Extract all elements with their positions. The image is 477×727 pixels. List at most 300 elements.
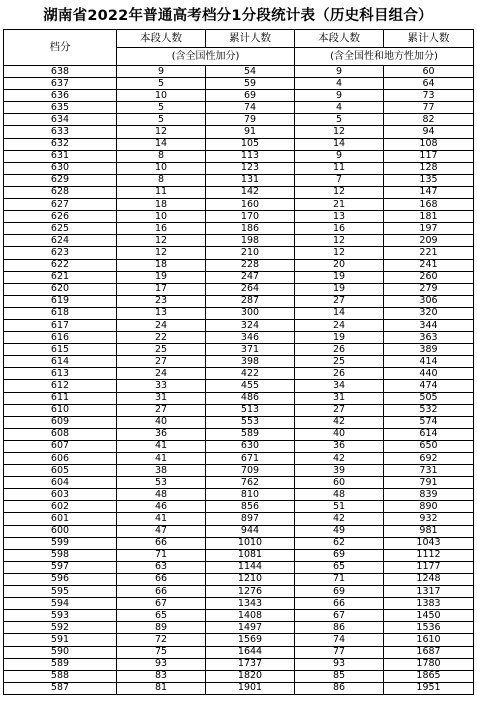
cell-cum-a: 160 xyxy=(206,199,295,211)
cell-cum-b: 64 xyxy=(384,78,474,90)
cell-cum-a: 671 xyxy=(206,453,295,465)
cell-score: 635 xyxy=(4,102,117,114)
cell-cum-a: 1144 xyxy=(206,561,295,573)
table-row xyxy=(4,392,474,404)
cell-count-b: 5 xyxy=(295,114,384,126)
cell-count-b: 42 xyxy=(295,453,384,465)
cell-cum-a: 131 xyxy=(206,174,295,186)
cell-cum-b: 532 xyxy=(384,404,474,416)
cell-score: 630 xyxy=(4,162,117,174)
cell-count-b: 12 xyxy=(295,126,384,138)
cell-score: 634 xyxy=(4,114,117,126)
cell-count-a: 14 xyxy=(117,138,206,150)
header-cum-a: 累计人数 xyxy=(206,30,295,48)
cell-count-b: 62 xyxy=(295,537,384,549)
table-row xyxy=(4,416,474,428)
cell-score: 609 xyxy=(4,416,117,428)
cell-score: 611 xyxy=(4,392,117,404)
cell-cum-b: 221 xyxy=(384,247,474,259)
cell-score: 599 xyxy=(4,537,117,549)
cell-count-a: 93 xyxy=(117,658,206,670)
table-row xyxy=(4,271,474,283)
cell-count-a: 66 xyxy=(117,586,206,598)
table-row xyxy=(4,259,474,271)
cell-count-b: 42 xyxy=(295,416,384,428)
cell-score: 604 xyxy=(4,477,117,489)
cell-cum-b: 363 xyxy=(384,332,474,344)
cell-score: 589 xyxy=(4,658,117,670)
cell-score: 633 xyxy=(4,126,117,138)
score-table xyxy=(3,29,474,695)
cell-cum-b: 1536 xyxy=(384,622,474,634)
cell-count-a: 12 xyxy=(117,126,206,138)
cell-count-a: 5 xyxy=(117,102,206,114)
cell-count-a: 36 xyxy=(117,428,206,440)
cell-score: 618 xyxy=(4,307,117,319)
cell-score: 601 xyxy=(4,513,117,525)
cell-cum-b: 474 xyxy=(384,380,474,392)
cell-cum-b: 1610 xyxy=(384,634,474,646)
table-row xyxy=(4,622,474,634)
cell-cum-a: 59 xyxy=(206,78,295,90)
table-row xyxy=(4,283,474,295)
cell-score: 624 xyxy=(4,235,117,247)
cell-cum-b: 932 xyxy=(384,513,474,525)
table-row xyxy=(4,223,474,235)
cell-score: 590 xyxy=(4,646,117,658)
cell-count-b: 14 xyxy=(295,307,384,319)
cell-count-b: 12 xyxy=(295,186,384,198)
table-row xyxy=(4,319,474,331)
cell-count-b: 77 xyxy=(295,646,384,658)
table-row xyxy=(4,549,474,561)
cell-cum-a: 264 xyxy=(206,283,295,295)
cell-cum-a: 422 xyxy=(206,368,295,380)
cell-count-a: 27 xyxy=(117,356,206,368)
header-note-a: (含全国性加分) xyxy=(117,48,295,66)
cell-cum-a: 762 xyxy=(206,477,295,489)
cell-count-a: 9 xyxy=(117,66,206,78)
cell-count-b: 24 xyxy=(295,319,384,331)
cell-cum-b: 60 xyxy=(384,66,474,78)
table-row xyxy=(4,150,474,162)
cell-count-a: 11 xyxy=(117,186,206,198)
table-row xyxy=(4,561,474,573)
cell-cum-a: 91 xyxy=(206,126,295,138)
cell-cum-a: 1408 xyxy=(206,610,295,622)
table-row xyxy=(4,634,474,646)
table-row xyxy=(4,453,474,465)
cell-cum-b: 241 xyxy=(384,259,474,271)
cell-score: 591 xyxy=(4,634,117,646)
cell-count-b: 21 xyxy=(295,199,384,211)
table-row xyxy=(4,573,474,585)
cell-cum-b: 440 xyxy=(384,368,474,380)
cell-cum-b: 1317 xyxy=(384,586,474,598)
cell-score: 587 xyxy=(4,682,117,694)
table-row xyxy=(4,404,474,416)
table-body xyxy=(4,66,474,695)
table-header xyxy=(4,30,474,66)
cell-count-b: 48 xyxy=(295,489,384,501)
cell-score: 638 xyxy=(4,66,117,78)
cell-score: 617 xyxy=(4,319,117,331)
cell-cum-b: 574 xyxy=(384,416,474,428)
cell-cum-a: 897 xyxy=(206,513,295,525)
cell-cum-b: 147 xyxy=(384,186,474,198)
cell-score: 621 xyxy=(4,271,117,283)
cell-score: 608 xyxy=(4,428,117,440)
cell-cum-b: 1177 xyxy=(384,561,474,573)
cell-cum-a: 486 xyxy=(206,392,295,404)
cell-cum-a: 69 xyxy=(206,90,295,102)
table-row xyxy=(4,307,474,319)
cell-count-a: 10 xyxy=(117,90,206,102)
table-row xyxy=(4,670,474,682)
cell-cum-b: 650 xyxy=(384,440,474,452)
cell-cum-b: 1383 xyxy=(384,598,474,610)
cell-score: 594 xyxy=(4,598,117,610)
cell-score: 610 xyxy=(4,404,117,416)
cell-count-b: 16 xyxy=(295,223,384,235)
table-row xyxy=(4,489,474,501)
cell-score: 631 xyxy=(4,150,117,162)
cell-cum-b: 981 xyxy=(384,525,474,537)
cell-count-a: 16 xyxy=(117,223,206,235)
cell-cum-b: 128 xyxy=(384,162,474,174)
cell-cum-a: 455 xyxy=(206,380,295,392)
cell-count-b: 14 xyxy=(295,138,384,150)
cell-score: 606 xyxy=(4,453,117,465)
cell-count-a: 41 xyxy=(117,513,206,525)
cell-cum-b: 108 xyxy=(384,138,474,150)
cell-cum-b: 1951 xyxy=(384,682,474,694)
cell-cum-b: 135 xyxy=(384,174,474,186)
cell-score: 637 xyxy=(4,78,117,90)
cell-cum-a: 74 xyxy=(206,102,295,114)
cell-score: 602 xyxy=(4,501,117,513)
table-row xyxy=(4,428,474,440)
cell-count-b: 93 xyxy=(295,658,384,670)
cell-count-a: 48 xyxy=(117,489,206,501)
cell-count-a: 31 xyxy=(117,392,206,404)
cell-cum-a: 287 xyxy=(206,295,295,307)
table-row xyxy=(4,610,474,622)
cell-cum-b: 77 xyxy=(384,102,474,114)
cell-cum-b: 505 xyxy=(384,392,474,404)
cell-score: 615 xyxy=(4,344,117,356)
cell-cum-b: 839 xyxy=(384,489,474,501)
cell-cum-b: 1865 xyxy=(384,670,474,682)
cell-score: 620 xyxy=(4,283,117,295)
cell-count-b: 85 xyxy=(295,670,384,682)
cell-cum-a: 1210 xyxy=(206,573,295,585)
cell-count-b: 27 xyxy=(295,295,384,307)
cell-cum-a: 113 xyxy=(206,150,295,162)
cell-score: 613 xyxy=(4,368,117,380)
cell-cum-a: 324 xyxy=(206,319,295,331)
cell-cum-a: 105 xyxy=(206,138,295,150)
cell-count-b: 19 xyxy=(295,271,384,283)
cell-score: 588 xyxy=(4,670,117,682)
cell-count-a: 24 xyxy=(117,368,206,380)
cell-cum-b: 82 xyxy=(384,114,474,126)
cell-count-a: 63 xyxy=(117,561,206,573)
table-row xyxy=(4,586,474,598)
cell-cum-b: 791 xyxy=(384,477,474,489)
cell-score: 612 xyxy=(4,380,117,392)
cell-count-b: 40 xyxy=(295,428,384,440)
cell-count-b: 4 xyxy=(295,102,384,114)
cell-score: 596 xyxy=(4,573,117,585)
cell-cum-b: 73 xyxy=(384,90,474,102)
cell-score: 605 xyxy=(4,465,117,477)
cell-count-b: 69 xyxy=(295,549,384,561)
cell-count-a: 10 xyxy=(117,211,206,223)
cell-cum-b: 414 xyxy=(384,356,474,368)
cell-score: 622 xyxy=(4,259,117,271)
cell-count-b: 11 xyxy=(295,162,384,174)
cell-count-b: 13 xyxy=(295,211,384,223)
cell-count-b: 25 xyxy=(295,356,384,368)
table-row xyxy=(4,235,474,247)
cell-count-a: 41 xyxy=(117,453,206,465)
cell-score: 593 xyxy=(4,610,117,622)
cell-score: 614 xyxy=(4,356,117,368)
cell-count-b: 67 xyxy=(295,610,384,622)
cell-count-b: 39 xyxy=(295,465,384,477)
cell-cum-b: 1450 xyxy=(384,610,474,622)
cell-count-a: 8 xyxy=(117,174,206,186)
cell-count-b: 9 xyxy=(295,90,384,102)
cell-cum-a: 186 xyxy=(206,223,295,235)
cell-count-a: 12 xyxy=(117,247,206,259)
cell-count-b: 66 xyxy=(295,598,384,610)
cell-count-b: 27 xyxy=(295,404,384,416)
cell-count-a: 83 xyxy=(117,670,206,682)
cell-count-a: 38 xyxy=(117,465,206,477)
table-row xyxy=(4,295,474,307)
cell-count-a: 75 xyxy=(117,646,206,658)
cell-count-a: 23 xyxy=(117,295,206,307)
cell-count-b: 26 xyxy=(295,344,384,356)
cell-score: 632 xyxy=(4,138,117,150)
cell-count-a: 13 xyxy=(117,307,206,319)
table-row xyxy=(4,138,474,150)
header-cum-b: 累计人数 xyxy=(384,30,474,48)
cell-count-b: 69 xyxy=(295,586,384,598)
cell-cum-a: 210 xyxy=(206,247,295,259)
table-row xyxy=(4,211,474,223)
cell-cum-a: 398 xyxy=(206,356,295,368)
cell-cum-a: 810 xyxy=(206,489,295,501)
cell-count-a: 66 xyxy=(117,573,206,585)
cell-count-b: 19 xyxy=(295,283,384,295)
cell-count-b: 20 xyxy=(295,259,384,271)
header-count-a: 本段人数 xyxy=(117,30,206,48)
cell-score: 597 xyxy=(4,561,117,573)
header-row xyxy=(4,30,474,48)
cell-score: 636 xyxy=(4,90,117,102)
table-row xyxy=(4,114,474,126)
cell-count-b: 7 xyxy=(295,174,384,186)
cell-count-a: 33 xyxy=(117,380,206,392)
cell-score: 592 xyxy=(4,622,117,634)
cell-cum-a: 228 xyxy=(206,259,295,271)
cell-cum-a: 142 xyxy=(206,186,295,198)
cell-cum-a: 123 xyxy=(206,162,295,174)
cell-cum-a: 54 xyxy=(206,66,295,78)
cell-count-b: 86 xyxy=(295,622,384,634)
table-row xyxy=(4,162,474,174)
cell-count-a: 5 xyxy=(117,78,206,90)
cell-count-a: 12 xyxy=(117,235,206,247)
cell-cum-b: 209 xyxy=(384,235,474,247)
score-table-sheet xyxy=(3,3,473,695)
cell-score: 623 xyxy=(4,247,117,259)
cell-count-a: 27 xyxy=(117,404,206,416)
cell-cum-a: 371 xyxy=(206,344,295,356)
table-row xyxy=(4,247,474,259)
cell-count-b: 65 xyxy=(295,561,384,573)
cell-cum-a: 1343 xyxy=(206,598,295,610)
header-note-b: (含全国性和地方性加分) xyxy=(295,48,474,66)
cell-count-b: 36 xyxy=(295,440,384,452)
table-row xyxy=(4,465,474,477)
cell-cum-a: 247 xyxy=(206,271,295,283)
cell-cum-a: 170 xyxy=(206,211,295,223)
cell-count-a: 22 xyxy=(117,332,206,344)
cell-count-a: 46 xyxy=(117,501,206,513)
cell-cum-b: 1043 xyxy=(384,537,474,549)
cell-cum-a: 300 xyxy=(206,307,295,319)
cell-count-a: 18 xyxy=(117,199,206,211)
cell-count-a: 5 xyxy=(117,114,206,126)
cell-count-b: 19 xyxy=(295,332,384,344)
cell-cum-b: 1112 xyxy=(384,549,474,561)
cell-cum-b: 692 xyxy=(384,453,474,465)
cell-count-b: 4 xyxy=(295,78,384,90)
table-row xyxy=(4,332,474,344)
table-row xyxy=(4,646,474,658)
cell-cum-a: 553 xyxy=(206,416,295,428)
cell-count-b: 74 xyxy=(295,634,384,646)
header-count-b: 本段人数 xyxy=(295,30,384,48)
cell-cum-b: 344 xyxy=(384,319,474,331)
cell-count-a: 81 xyxy=(117,682,206,694)
cell-cum-a: 589 xyxy=(206,428,295,440)
table-row xyxy=(4,658,474,670)
cell-score: 625 xyxy=(4,223,117,235)
cell-score: 603 xyxy=(4,489,117,501)
cell-count-b: 9 xyxy=(295,150,384,162)
table-row xyxy=(4,102,474,114)
cell-count-a: 17 xyxy=(117,283,206,295)
cell-score: 619 xyxy=(4,295,117,307)
cell-cum-a: 1497 xyxy=(206,622,295,634)
cell-score: 626 xyxy=(4,211,117,223)
cell-cum-a: 1081 xyxy=(206,549,295,561)
cell-count-b: 12 xyxy=(295,235,384,247)
cell-count-a: 71 xyxy=(117,549,206,561)
cell-count-a: 8 xyxy=(117,150,206,162)
cell-count-a: 72 xyxy=(117,634,206,646)
cell-cum-b: 260 xyxy=(384,271,474,283)
table-row xyxy=(4,90,474,102)
table-row xyxy=(4,174,474,186)
cell-count-b: 51 xyxy=(295,501,384,513)
table-row xyxy=(4,356,474,368)
cell-cum-b: 1780 xyxy=(384,658,474,670)
cell-cum-b: 1248 xyxy=(384,573,474,585)
table-row xyxy=(4,682,474,694)
cell-count-a: 67 xyxy=(117,598,206,610)
table-row xyxy=(4,537,474,549)
cell-cum-b: 306 xyxy=(384,295,474,307)
table-row xyxy=(4,344,474,356)
cell-score: 627 xyxy=(4,199,117,211)
cell-count-a: 10 xyxy=(117,162,206,174)
table-row xyxy=(4,66,474,78)
cell-count-b: 42 xyxy=(295,513,384,525)
cell-cum-a: 1901 xyxy=(206,682,295,694)
cell-count-b: 86 xyxy=(295,682,384,694)
cell-score: 628 xyxy=(4,186,117,198)
cell-cum-a: 513 xyxy=(206,404,295,416)
cell-cum-a: 1644 xyxy=(206,646,295,658)
cell-count-b: 71 xyxy=(295,573,384,585)
cell-count-a: 40 xyxy=(117,416,206,428)
cell-count-b: 34 xyxy=(295,380,384,392)
cell-cum-a: 1820 xyxy=(206,670,295,682)
cell-count-a: 89 xyxy=(117,622,206,634)
header-score: 档分 xyxy=(4,30,117,66)
cell-cum-a: 856 xyxy=(206,501,295,513)
cell-count-a: 47 xyxy=(117,525,206,537)
cell-count-b: 26 xyxy=(295,368,384,380)
table-row xyxy=(4,368,474,380)
cell-cum-b: 117 xyxy=(384,150,474,162)
cell-cum-a: 1010 xyxy=(206,537,295,549)
cell-cum-b: 197 xyxy=(384,223,474,235)
table-row xyxy=(4,598,474,610)
cell-count-a: 66 xyxy=(117,537,206,549)
cell-cum-b: 890 xyxy=(384,501,474,513)
cell-count-b: 31 xyxy=(295,392,384,404)
cell-cum-b: 731 xyxy=(384,465,474,477)
cell-count-b: 49 xyxy=(295,525,384,537)
table-row xyxy=(4,186,474,198)
cell-count-a: 24 xyxy=(117,319,206,331)
table-row xyxy=(4,525,474,537)
cell-cum-b: 320 xyxy=(384,307,474,319)
cell-count-b: 60 xyxy=(295,477,384,489)
cell-count-a: 25 xyxy=(117,344,206,356)
cell-score: 629 xyxy=(4,174,117,186)
cell-cum-b: 614 xyxy=(384,428,474,440)
cell-count-b: 12 xyxy=(295,247,384,259)
cell-cum-a: 1737 xyxy=(206,658,295,670)
cell-cum-a: 630 xyxy=(206,440,295,452)
cell-count-a: 18 xyxy=(117,259,206,271)
cell-cum-a: 1569 xyxy=(206,634,295,646)
table-row xyxy=(4,126,474,138)
table-row xyxy=(4,199,474,211)
cell-score: 607 xyxy=(4,440,117,452)
cell-cum-a: 198 xyxy=(206,235,295,247)
cell-count-a: 19 xyxy=(117,271,206,283)
cell-cum-b: 1687 xyxy=(384,646,474,658)
